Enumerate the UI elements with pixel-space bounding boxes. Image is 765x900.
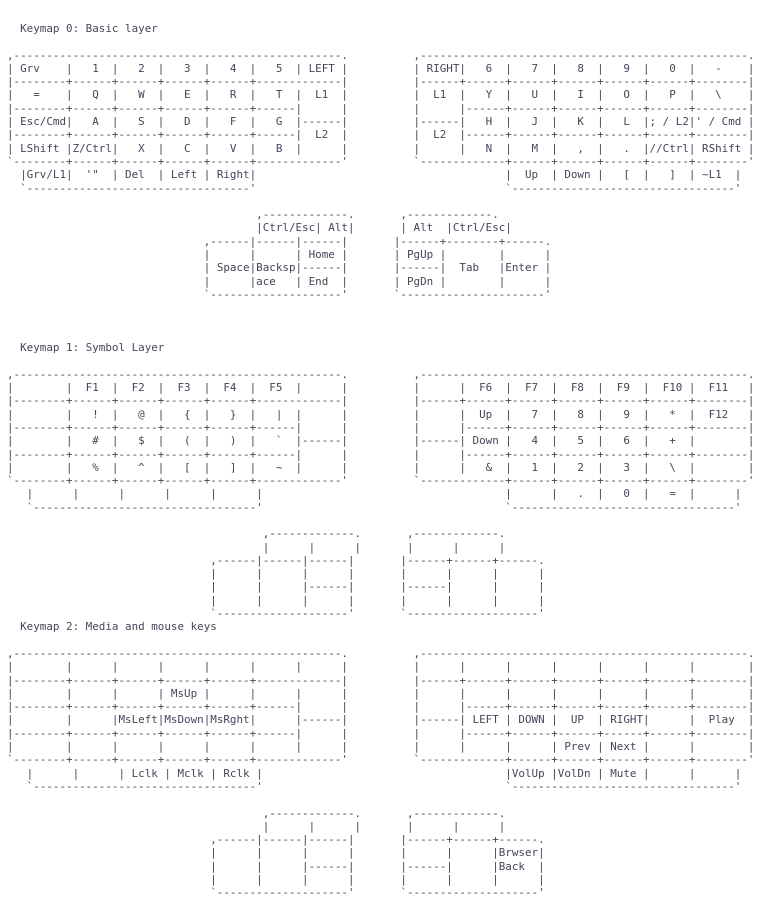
block-gap	[7, 301, 765, 341]
keymap-1-symbol-layer-ascii: Keymap 1: Symbol Layer ,--------------------------------------------------. ,--------------------------------------------------. | | F1 | F2 | F3 | F4 | F5 | | | | F6 | F7 | F8 | F9 | F10 | F11 | |--------+------+------+------+------+-------------| |------+------+------+------+------+------+--------| | | ! | @ | { | } | | | | | | Up | 7 | 8 | 9 | * | F12 | |--------+------+------+------+------+------| | | |------+------+------+------+------+--------| | | # | $ | ( | ) | ` |------| |------| Down | 4 | 5 | 6 | + | | |--------+------+------+------+------+------| | | |------+------+------+------+------+--------| | | % | ^ | [ | ] | ~ | | | | & | 1 | 2 | 3 | \ | | `--------+------+------+------+------+-------------' `-------------+------+------+------+------+--------' | | | | | | | | . | 0 | = | | `----------------------------------' `----------------------------------' ,-------------. ,-------------. | | | | | | ,------|------|------| |------+------+------. | | | | | | | | | | |------| |------| | | | | | | | | | | `--------------------' `--------------------'	[7, 341, 755, 621]
keymap-0-basic-layer-ascii: Keymap 0: Basic layer ,--------------------------------------------------. ,--------------------------------------------------. | Grv | 1 | 2 | 3 | 4 | 5 | LEFT | | RIGHT| 6 | 7 | 8 | 9 | 0 | - | |--------+------+------+------+------+-------------| |------+------+------+------+------+------+--------| | = | Q | W | E | R | T | L1 | | L1 | Y | U | I | O | P | \ | |--------+------+------+------+------+------| | | |------+------+------+------+------+--------| | Esc/Cmd| A | S | D | F | G |------| |------| H | J | K | L |; / L2|' / Cmd | |--------+------+------+------+------+------| L2 | | L2 |------+------+------+------+------+--------| | LShift |Z/Ctrl| X | C | V | B | | | | N | M | , | . |//Ctrl| RShift | `--------+------+------+------+------+-------------' `-------------+------+------+------+------+--------' |Grv/L1| '" | Del | Left | Right| | Up | Down | [ | ] | ~L1 | `----------------------------------' `----------------------------------' ,-------------. ,-------------. |Ctrl/Esc| Alt| | Alt |Ctrl/Esc| ,------|------|------| |------+--------+------. | | | Home | | PgUp | | | | Space|Backsp|------| |------| Tab |Enter | | |ace | End | | PgDn | | | `--------------------' `----------------------'	[7, 22, 755, 301]
keymap-2-media-mouse-keys-ascii: Keymap 2: Media and mouse keys ,--------------------------------------------------. ,--------------------------------------------------. | | | | | | | | | | | | | | | | |--------+------+------+------+------+-------------| |------+------+------+------+------+------+--------| | | | | MsUp | | | | | | | | | | | | |--------+------+------+------+------+------| | | |------+------+------+------+------+--------| | | |MsLeft|MsDown|MsRght| |------| |------| LEFT | DOWN | UP | RIGHT| | Play | |--------+------+------+------+------+------| | | |------+------+------+------+------+--------| | | | | | | | | | | | | Prev | Next | | | `--------+------+------+------+------+-------------' `-------------+------+------+------+------+--------' | | | Lclk | Mclk | Rclk | |VolUp |VolDn | Mute | | | `----------------------------------' `----------------------------------' ,-------------. ,-------------. | | | | | | ,------|------|------| |------+------+------. | | | | | | |Brwser| | | |------| |------| |Back | | | | | | | | | `--------------------' `--------------------'	[7, 620, 755, 900]
